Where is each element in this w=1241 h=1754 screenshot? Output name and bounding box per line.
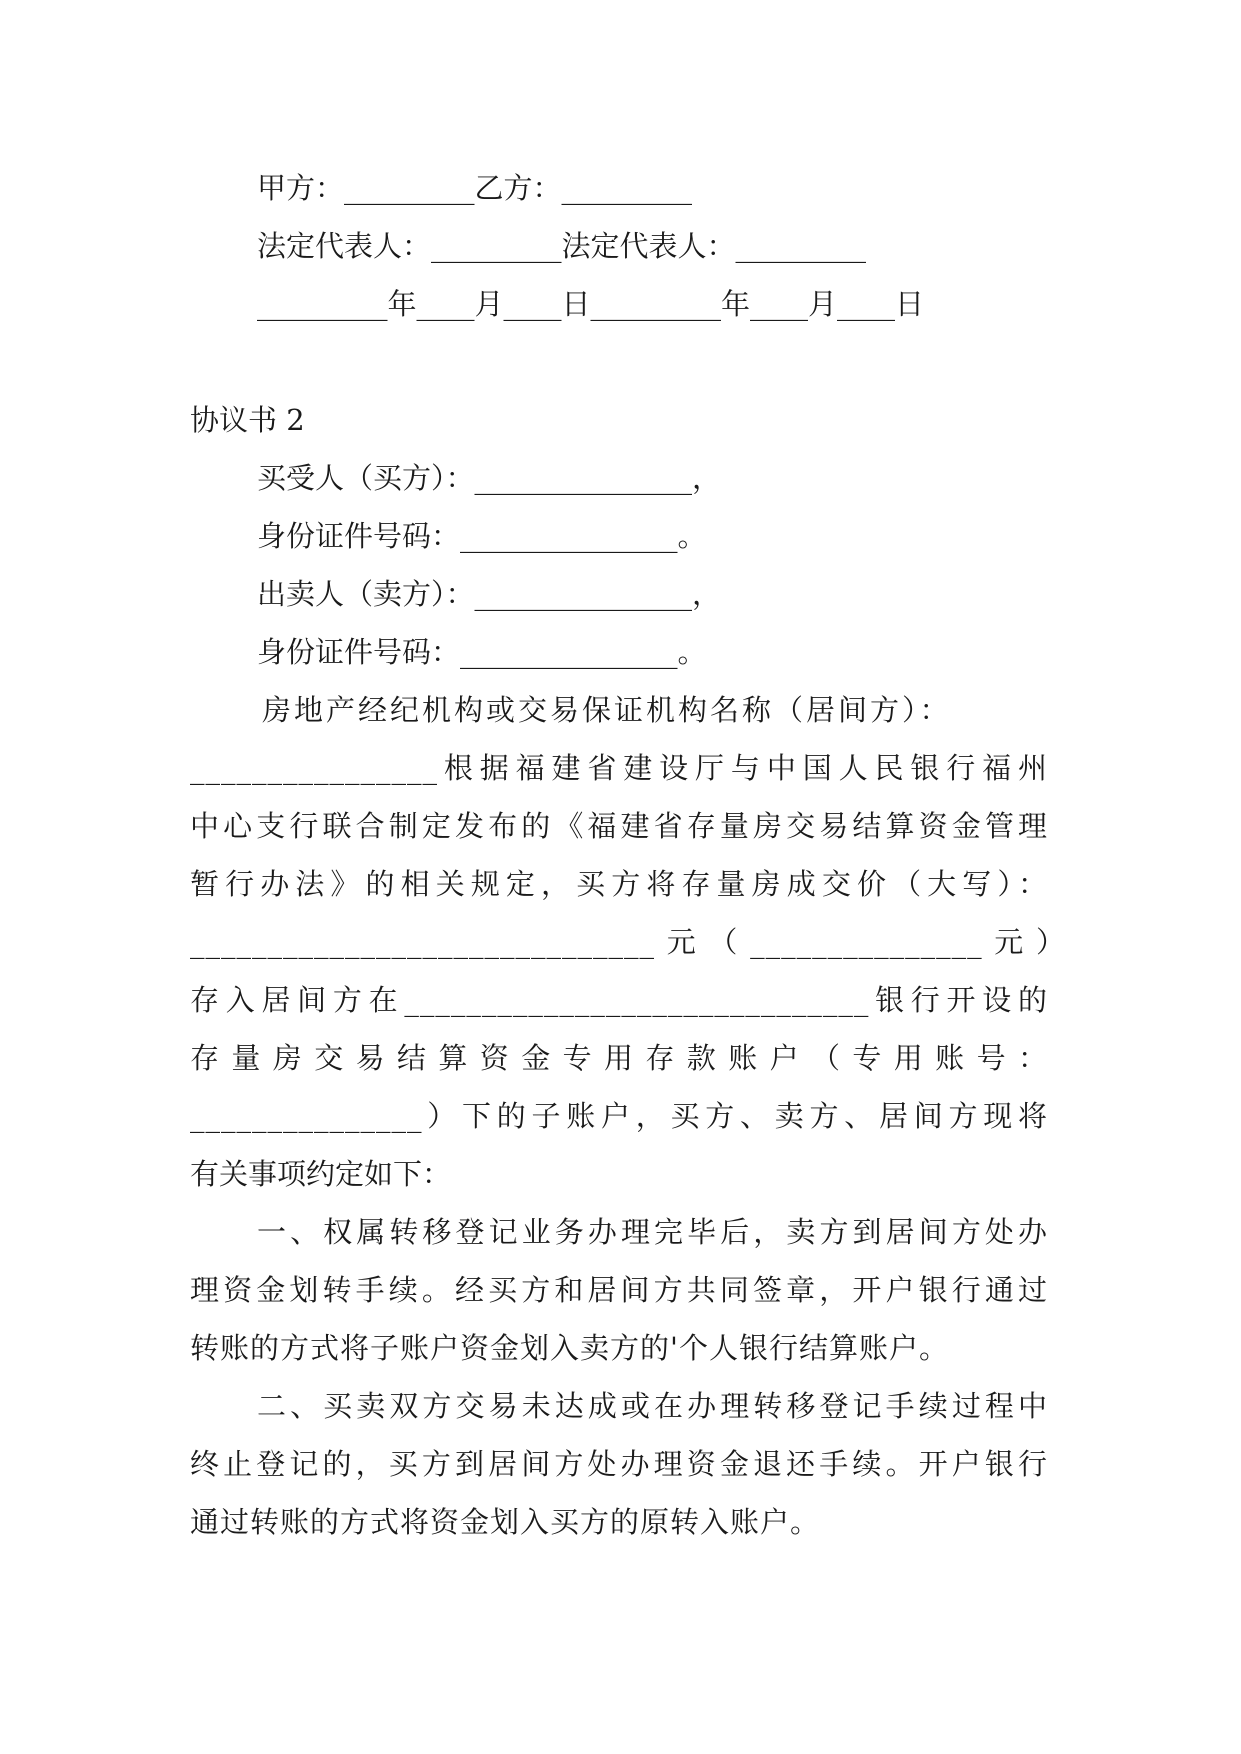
- clause-1-line: 理资金划转手续。经买方和居间方共同签章，开户银行通过: [190, 1273, 1048, 1307]
- body-line: 暂行办法》的相关规定，买方将存量房成交价（大写）：: [190, 867, 1048, 901]
- clause-1-line: 一、权属转移登记业务办理完毕后，卖方到居间方处办: [257, 1215, 1048, 1249]
- buyer-line: 买受人（买方）：_______________，: [257, 461, 722, 495]
- bank-line: 存入居间方在______________________________银行开设的: [190, 983, 1048, 1017]
- clause-1-line: 转账的方式将子账户资金划入卖方的'个人银行结算账户。: [190, 1331, 949, 1365]
- agreement-title: 协议书 2: [190, 403, 305, 437]
- party-a-b-line: 甲方：_________乙方：_________: [257, 171, 693, 205]
- clause-2-line: 二、买卖双方交易未达成或在办理转移登记手续过程中: [257, 1389, 1048, 1423]
- seller-id-line: 身份证件号码：_______________。: [257, 635, 707, 669]
- body-line: 中心支行联合制定发布的《福建省存量房交易结算资金管理: [190, 809, 1048, 843]
- body-line: 有关事项约定如下：: [190, 1157, 452, 1191]
- account-line: 存量房交易结算资金专用存款账户（专用账号：: [190, 1041, 1048, 1075]
- buyer-id-line: 身份证件号码：_______________。: [257, 519, 707, 553]
- seller-line: 出卖人（卖方）：_______________，: [257, 577, 722, 611]
- body-line: ________________根据福建省建设厅与中国人民银行福州: [190, 751, 1048, 785]
- date-line: _________年____月____日_________年____月____日: [257, 287, 925, 321]
- clause-2-line: 终止登记的，买方到居间方处办理资金退还手续。开户银行: [190, 1447, 1048, 1481]
- legal-rep-line: 法定代表人：_________法定代表人：_________: [257, 229, 867, 263]
- agency-name-line: 房地产经纪机构或交易保证机构名称（居间方）：: [262, 693, 952, 727]
- price-line: ______________________________元（_______________元）: [190, 925, 1066, 959]
- sub-account-line: _______________）下的子账户，买方、卖方、居间方现将: [190, 1099, 1048, 1133]
- clause-2-line: 通过转账的方式将资金划入买方的原转入账户。: [190, 1505, 821, 1539]
